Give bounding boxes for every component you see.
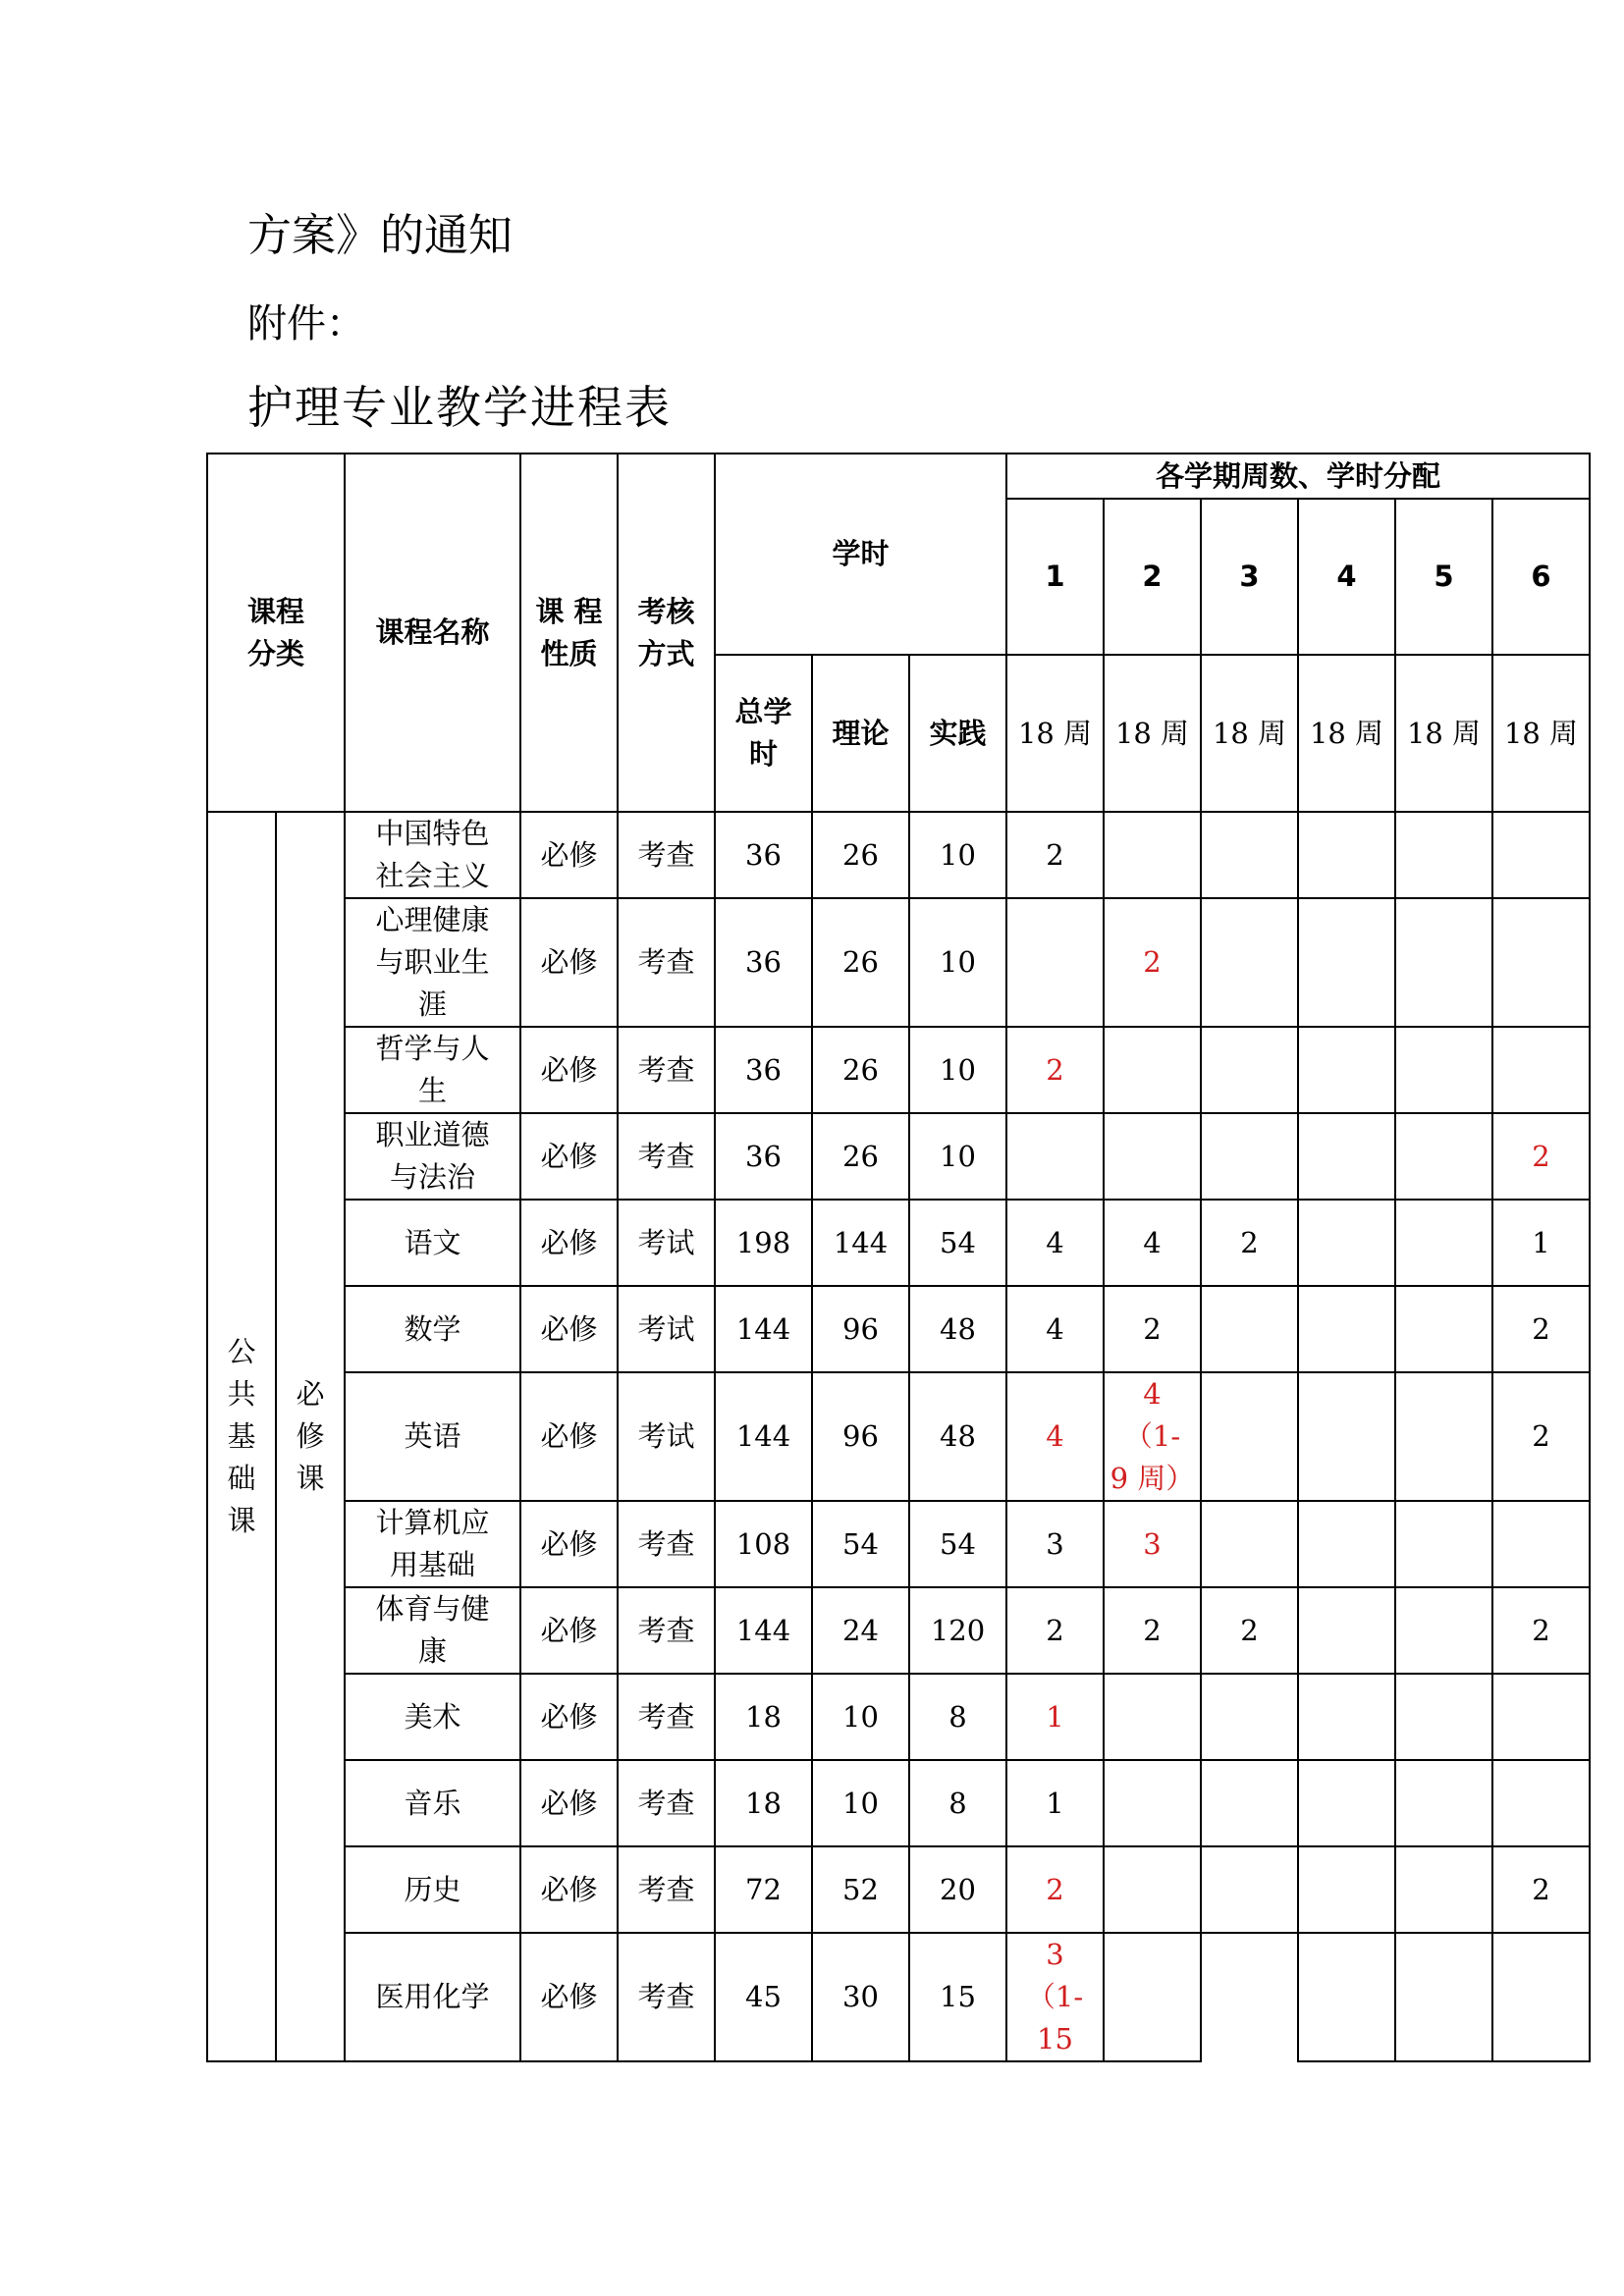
semester-6-cell: 2 xyxy=(1492,1113,1590,1200)
header-weeks-1: 18 周 xyxy=(1006,655,1104,812)
course-name-cell: 职业道德 与法治 xyxy=(345,1113,520,1200)
nature-cell: 必修 xyxy=(520,1674,618,1760)
attachment-label: 附件： xyxy=(247,301,365,347)
semester-1-cell: 2 xyxy=(1006,812,1104,898)
assessment-cell: 考查 xyxy=(618,1760,715,1846)
total-hours-cell: 108 xyxy=(715,1501,812,1587)
semester-3-cell xyxy=(1201,1372,1298,1501)
semester-3-cell xyxy=(1201,812,1298,898)
total-hours-cell: 144 xyxy=(715,1372,812,1501)
semester-2-cell: 4 xyxy=(1104,1200,1201,1286)
practice-hours-cell: 15 xyxy=(909,1933,1006,2061)
total-hours-cell: 18 xyxy=(715,1760,812,1846)
nature-cell: 必修 xyxy=(520,898,618,1027)
practice-hours-cell: 10 xyxy=(909,898,1006,1027)
semester-5-cell xyxy=(1395,1200,1492,1286)
header-semester-5: 5 xyxy=(1395,499,1492,655)
course-name-cell: 计算机应 用基础 xyxy=(345,1501,520,1587)
semester-4-cell xyxy=(1298,1846,1395,1933)
semester-1-cell: 4 xyxy=(1006,1200,1104,1286)
semester-6-cell: 2 xyxy=(1492,1846,1590,1933)
semester-6-cell: 2 xyxy=(1492,1372,1590,1501)
course-name-cell: 英语 xyxy=(345,1372,520,1501)
header-category: 课程 分类 xyxy=(207,454,345,812)
semester-1-cell: 1 xyxy=(1006,1674,1104,1760)
table-row xyxy=(207,1113,1590,1200)
theory-hours-cell: 54 xyxy=(812,1501,909,1587)
semester-6-cell xyxy=(1492,812,1590,898)
semester-5-cell xyxy=(1395,1501,1492,1587)
practice-hours-cell: 54 xyxy=(909,1200,1006,1286)
semester-6-cell: 2 xyxy=(1492,1286,1590,1372)
semester-2-cell: 2 xyxy=(1104,1286,1201,1372)
nature-cell: 必修 xyxy=(520,1372,618,1501)
assessment-cell: 考试 xyxy=(618,1200,715,1286)
course-type-cell: 必 修 课 xyxy=(276,812,345,2061)
total-hours-cell: 36 xyxy=(715,898,812,1027)
practice-hours-cell: 20 xyxy=(909,1846,1006,1933)
semester-4-cell xyxy=(1298,1587,1395,1674)
table-row xyxy=(207,1587,1590,1674)
nature-cell: 必修 xyxy=(520,1933,618,2061)
practice-hours-cell: 48 xyxy=(909,1372,1006,1501)
nature-cell: 必修 xyxy=(520,1760,618,1846)
total-hours-cell: 36 xyxy=(715,812,812,898)
table-row xyxy=(207,898,1590,1027)
assessment-cell: 考查 xyxy=(618,1674,715,1760)
semester-5-cell xyxy=(1395,1286,1492,1372)
header-semester-1: 1 xyxy=(1006,499,1104,655)
header-weeks-2: 18 周 xyxy=(1104,655,1201,812)
semester-3-cell: 2 xyxy=(1201,1587,1298,1674)
total-hours-cell: 198 xyxy=(715,1200,812,1286)
header-hours: 学时 xyxy=(715,454,1006,655)
semester-1-cell: 2 xyxy=(1006,1587,1104,1674)
semester-5-cell xyxy=(1395,1372,1492,1501)
semester-1-cell: 4 xyxy=(1006,1286,1104,1372)
semester-5-cell xyxy=(1395,812,1492,898)
table-row xyxy=(207,1933,1590,2061)
semester-5-cell xyxy=(1395,1113,1492,1200)
semester-6-cell xyxy=(1492,1027,1590,1113)
page-title: 护理专业教学进程表 xyxy=(247,381,672,434)
semester-5-cell xyxy=(1395,1760,1492,1846)
practice-hours-cell: 8 xyxy=(909,1674,1006,1760)
theory-hours-cell: 30 xyxy=(812,1933,909,2061)
table-row xyxy=(207,1760,1590,1846)
semester-4-cell xyxy=(1298,1372,1395,1501)
assessment-cell: 考查 xyxy=(618,1846,715,1933)
semester-2-cell xyxy=(1104,1674,1201,1760)
semester-2-cell: 4 （1- 9 周） xyxy=(1104,1372,1201,1501)
category-cell: 公 共 基 础 课 xyxy=(207,812,276,2061)
table-row xyxy=(207,1674,1590,1760)
table-row xyxy=(207,1846,1590,1933)
nature-cell: 必修 xyxy=(520,1200,618,1286)
header-total-hours: 总学 时 xyxy=(715,655,812,812)
theory-hours-cell: 52 xyxy=(812,1846,909,1933)
semester-2-cell xyxy=(1104,1027,1201,1113)
semester-1-cell: 3 xyxy=(1006,1501,1104,1587)
practice-hours-cell: 54 xyxy=(909,1501,1006,1587)
semester-6-cell xyxy=(1492,1760,1590,1846)
semester-1-cell: 1 xyxy=(1006,1760,1104,1846)
table-row xyxy=(207,1027,1590,1113)
table-row xyxy=(207,1200,1590,1286)
semester-3-cell xyxy=(1201,1113,1298,1200)
assessment-cell: 考查 xyxy=(618,1587,715,1674)
semester-2-cell xyxy=(1104,1846,1201,1933)
theory-hours-cell: 10 xyxy=(812,1674,909,1760)
theory-hours-cell: 26 xyxy=(812,1027,909,1113)
nature-cell: 必修 xyxy=(520,812,618,898)
practice-hours-cell: 120 xyxy=(909,1587,1006,1674)
semester-4-cell xyxy=(1298,1933,1395,2061)
header-weeks-5: 18 周 xyxy=(1395,655,1492,812)
theory-hours-cell: 26 xyxy=(812,1113,909,1200)
semester-1-cell: 3 （1- 15 xyxy=(1006,1933,1104,2061)
header-nature: 课 程 性质 xyxy=(520,454,618,812)
semester-3-cell xyxy=(1201,1286,1298,1372)
header-weeks-3: 18 周 xyxy=(1201,655,1298,812)
nature-cell: 必修 xyxy=(520,1587,618,1674)
nature-cell: 必修 xyxy=(520,1286,618,1372)
practice-hours-cell: 48 xyxy=(909,1286,1006,1372)
table-row xyxy=(207,812,1590,898)
semester-2-cell xyxy=(1104,1933,1201,2061)
semester-3-cell xyxy=(1201,1027,1298,1113)
assessment-cell: 考试 xyxy=(618,1286,715,1372)
semester-3-cell xyxy=(1201,1846,1298,1933)
header-practice: 实践 xyxy=(909,655,1006,812)
assessment-cell: 考试 xyxy=(618,1372,715,1501)
practice-hours-cell: 10 xyxy=(909,1027,1006,1113)
course-name-cell: 数学 xyxy=(345,1286,520,1372)
semester-3-cell: 2 xyxy=(1201,1200,1298,1286)
course-name-cell: 语文 xyxy=(345,1200,520,1286)
theory-hours-cell: 26 xyxy=(812,812,909,898)
semester-2-cell: 3 xyxy=(1104,1501,1201,1587)
course-name-cell: 体育与健 康 xyxy=(345,1587,520,1674)
nature-cell: 必修 xyxy=(520,1113,618,1200)
assessment-cell: 考查 xyxy=(618,812,715,898)
theory-hours-cell: 96 xyxy=(812,1286,909,1372)
semester-1-cell xyxy=(1006,898,1104,1027)
semester-3-cell xyxy=(1201,1501,1298,1587)
semester-5-cell xyxy=(1395,1587,1492,1674)
theory-hours-cell: 144 xyxy=(812,1200,909,1286)
header-semester-3: 3 xyxy=(1201,499,1298,655)
semester-6-cell xyxy=(1492,1674,1590,1760)
theory-hours-cell: 26 xyxy=(812,898,909,1027)
semester-5-cell xyxy=(1395,1674,1492,1760)
total-hours-cell: 18 xyxy=(715,1674,812,1760)
total-hours-cell: 72 xyxy=(715,1846,812,1933)
header-assessment: 考核 方式 xyxy=(618,454,715,812)
total-hours-cell: 36 xyxy=(715,1113,812,1200)
semester-6-cell xyxy=(1492,898,1590,1027)
semester-1-cell: 2 xyxy=(1006,1027,1104,1113)
table-row xyxy=(207,1372,1590,1501)
semester-6-cell: 2 xyxy=(1492,1587,1590,1674)
nature-cell: 必修 xyxy=(520,1027,618,1113)
practice-hours-cell: 10 xyxy=(909,1113,1006,1200)
semester-2-cell xyxy=(1104,1113,1201,1200)
header-theory: 理论 xyxy=(812,655,909,812)
assessment-cell: 考查 xyxy=(618,1113,715,1200)
course-name-cell: 医用化学 xyxy=(345,1933,520,2061)
assessment-cell: 考查 xyxy=(618,1933,715,2061)
semester-3-cell xyxy=(1201,1760,1298,1846)
header-weeks-4: 18 周 xyxy=(1298,655,1395,812)
heading-line-notice: 方案》的通知 xyxy=(247,209,514,261)
semester-3-cell xyxy=(1201,1933,1298,2061)
theory-hours-cell: 96 xyxy=(812,1372,909,1501)
course-name-cell: 美术 xyxy=(345,1674,520,1760)
assessment-cell: 考查 xyxy=(618,1501,715,1587)
header-weeks-6: 18 周 xyxy=(1492,655,1590,812)
semester-4-cell xyxy=(1298,1113,1395,1200)
header-semester-4: 4 xyxy=(1298,499,1395,655)
semester-4-cell xyxy=(1298,1200,1395,1286)
semester-4-cell xyxy=(1298,1286,1395,1372)
course-name-cell: 音乐 xyxy=(345,1760,520,1846)
semester-2-cell: 2 xyxy=(1104,1587,1201,1674)
table-row xyxy=(207,1286,1590,1372)
semester-2-cell: 2 xyxy=(1104,898,1201,1027)
semester-4-cell xyxy=(1298,812,1395,898)
practice-hours-cell: 8 xyxy=(909,1760,1006,1846)
semester-2-cell xyxy=(1104,1760,1201,1846)
semester-1-cell xyxy=(1006,1113,1104,1200)
semester-4-cell xyxy=(1298,1501,1395,1587)
semester-5-cell xyxy=(1395,1027,1492,1113)
total-hours-cell: 144 xyxy=(715,1587,812,1674)
semester-4-cell xyxy=(1298,1760,1395,1846)
assessment-cell: 考查 xyxy=(618,898,715,1027)
header-semester-2: 2 xyxy=(1104,499,1201,655)
semester-3-cell xyxy=(1201,1674,1298,1760)
theory-hours-cell: 24 xyxy=(812,1587,909,1674)
header-semester-group: 各学期周数、学时分配 xyxy=(1006,454,1590,499)
header-course-name: 课程名称 xyxy=(345,454,520,812)
nature-cell: 必修 xyxy=(520,1501,618,1587)
semester-1-cell: 2 xyxy=(1006,1846,1104,1933)
semester-5-cell xyxy=(1395,1846,1492,1933)
semester-4-cell xyxy=(1298,1027,1395,1113)
semester-6-cell xyxy=(1492,1933,1590,2061)
table-row xyxy=(207,1501,1590,1587)
semester-5-cell xyxy=(1395,1933,1492,2061)
course-name-cell: 心理健康 与职业生 涯 xyxy=(345,898,520,1027)
semester-4-cell xyxy=(1298,1674,1395,1760)
practice-hours-cell: 10 xyxy=(909,812,1006,898)
theory-hours-cell: 10 xyxy=(812,1760,909,1846)
total-hours-cell: 36 xyxy=(715,1027,812,1113)
semester-4-cell xyxy=(1298,898,1395,1027)
header-semester-6: 6 xyxy=(1492,499,1590,655)
semester-6-cell xyxy=(1492,1501,1590,1587)
assessment-cell: 考查 xyxy=(618,1027,715,1113)
semester-1-cell: 4 xyxy=(1006,1372,1104,1501)
course-name-cell: 历史 xyxy=(345,1846,520,1933)
semester-6-cell: 1 xyxy=(1492,1200,1590,1286)
total-hours-cell: 45 xyxy=(715,1933,812,2061)
total-hours-cell: 144 xyxy=(715,1286,812,1372)
nature-cell: 必修 xyxy=(520,1846,618,1933)
semester-3-cell xyxy=(1201,898,1298,1027)
course-name-cell: 中国特色 社会主义 xyxy=(345,812,520,898)
course-name-cell: 哲学与人 生 xyxy=(345,1027,520,1113)
teaching-schedule-table xyxy=(206,453,1591,2062)
semester-2-cell xyxy=(1104,812,1201,898)
semester-5-cell xyxy=(1395,898,1492,1027)
